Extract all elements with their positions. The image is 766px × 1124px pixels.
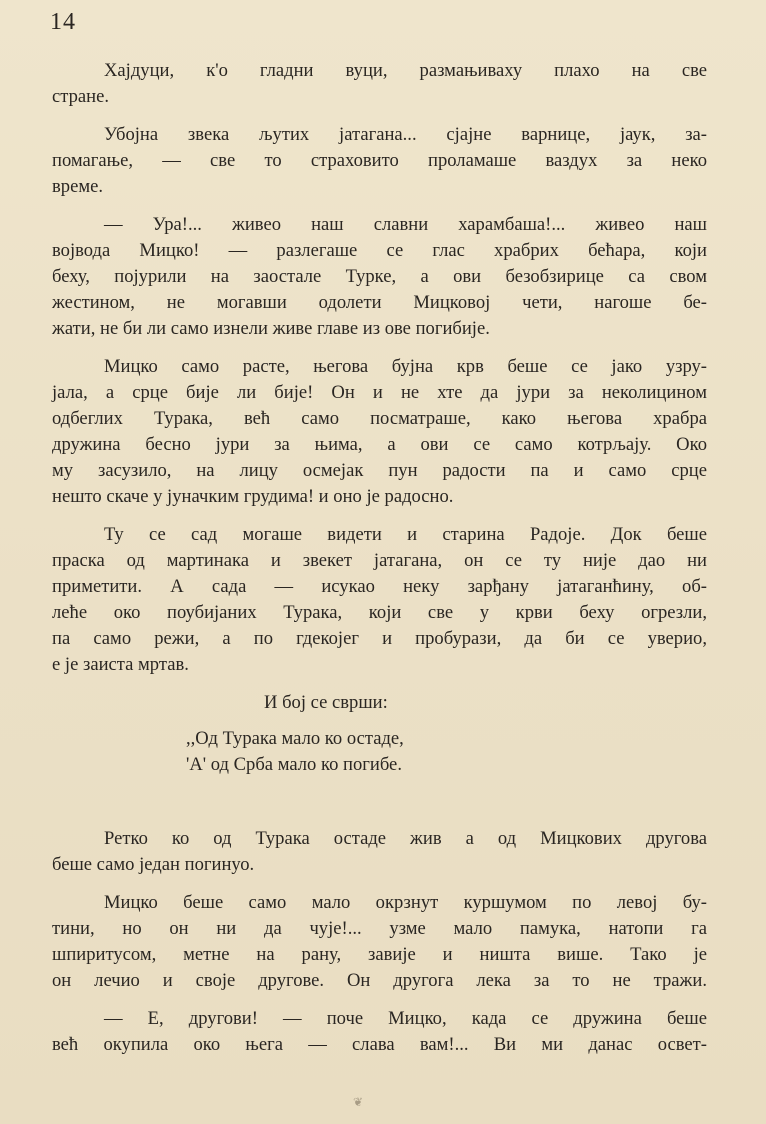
text-line: па само режи, а по гдекојег и пробурази, да би се уверио, — [52, 628, 707, 649]
paragraph — [52, 122, 707, 200]
text-line: — Ура!... живео наш славни харамбаша!... живео наш — [104, 214, 707, 235]
page-number: 14 — [50, 9, 76, 35]
text-line: он лечио и своје другове. Он другога лека за то не тражи. — [52, 970, 707, 991]
text-line: беше само један погинуо. — [52, 854, 255, 875]
text-line: беху, појурили на заостале Турке, а ови безобзирице са свом — [52, 266, 707, 287]
text-line: тини, но он ни да чује!... узме мало памука, натопи га — [52, 918, 707, 939]
text-line: Хајдуци, к'о гладни вуци, размањиваху плахо на све — [104, 60, 707, 81]
text-line: Ретко ко од Турака остаде жив а од Мицкових другова — [104, 828, 707, 849]
text-line: приметити. А сада — исукао неку зарђану јатаганћину, об- — [52, 576, 707, 597]
text-line: Мицко само расте, његова бујна крв беше се јако узру- — [104, 356, 707, 377]
paragraph — [52, 826, 707, 878]
paragraph — [52, 212, 707, 342]
section-heading: И бој се сврши: — [264, 692, 388, 713]
text-line: е је заиста мртав. — [52, 654, 189, 675]
text-line: већ окупила око њега — слава вам!... Ви ми данас освет- — [52, 1034, 707, 1055]
text-line: војвода Мицко! — разлегаше се глас храбрих бећара, који — [52, 240, 707, 261]
text-line: Мицко беше само мало окрзнут куршумом по левој бу- — [104, 892, 707, 913]
text-line: праска од мартинака и звекет јатагана, он се ту није дао ни — [52, 550, 707, 571]
text-line: помагање, — све то страховито проламаше ваздух за неко — [52, 150, 707, 171]
paragraph — [52, 58, 707, 110]
text-line: — Е, другови! — поче Мицко, када се дружина беше — [104, 1008, 707, 1029]
paragraph — [52, 522, 707, 678]
text-line: нешто скаче у јуначким грудима! и оно је радосно. — [52, 486, 454, 507]
verse-line: 'А' од Срба мало ко погибе. — [186, 754, 402, 775]
body-text — [52, 58, 707, 1070]
paragraph — [52, 890, 707, 994]
text-line: жестином, не могавши одолети Мицковој чети, нагоше бе- — [52, 292, 707, 313]
text-line: време. — [52, 176, 103, 197]
text-line: жати, не би ли само изнели живе главе из ове погибије. — [52, 318, 490, 339]
text-line: шпиритусом, метне на рану, завије и ништа више. Тако је — [52, 944, 707, 965]
text-line: Убојна звека љутих јатагана... сјајне варнице, јаук, за- — [104, 124, 707, 145]
text-line: одбеглих Турака, већ само посматраше, како његова храбра — [52, 408, 707, 429]
footer-ornament: ❦ — [353, 1095, 364, 1109]
text-line: јала, а срце бије ли бије! Он и не хте да јури за неколицином — [52, 382, 707, 403]
text-line: леће око поубијаних Турака, који све у крви беху огрезли, — [52, 602, 707, 623]
verse — [52, 726, 707, 778]
text-line: му засузило, на лицу осмејак пун радости па и само срце — [52, 460, 707, 481]
text-line: дружина бесно јури за њима, а ови се само котрљају. Око — [52, 434, 707, 455]
paragraph — [52, 1006, 707, 1058]
paragraph — [52, 354, 707, 510]
verse-line: ,,Од Турака мало ко остаде, — [186, 728, 404, 749]
text-line: стране. — [52, 86, 110, 107]
text-line: Ту се сад могаше видети и старина Радоје. Док беше — [104, 524, 707, 545]
